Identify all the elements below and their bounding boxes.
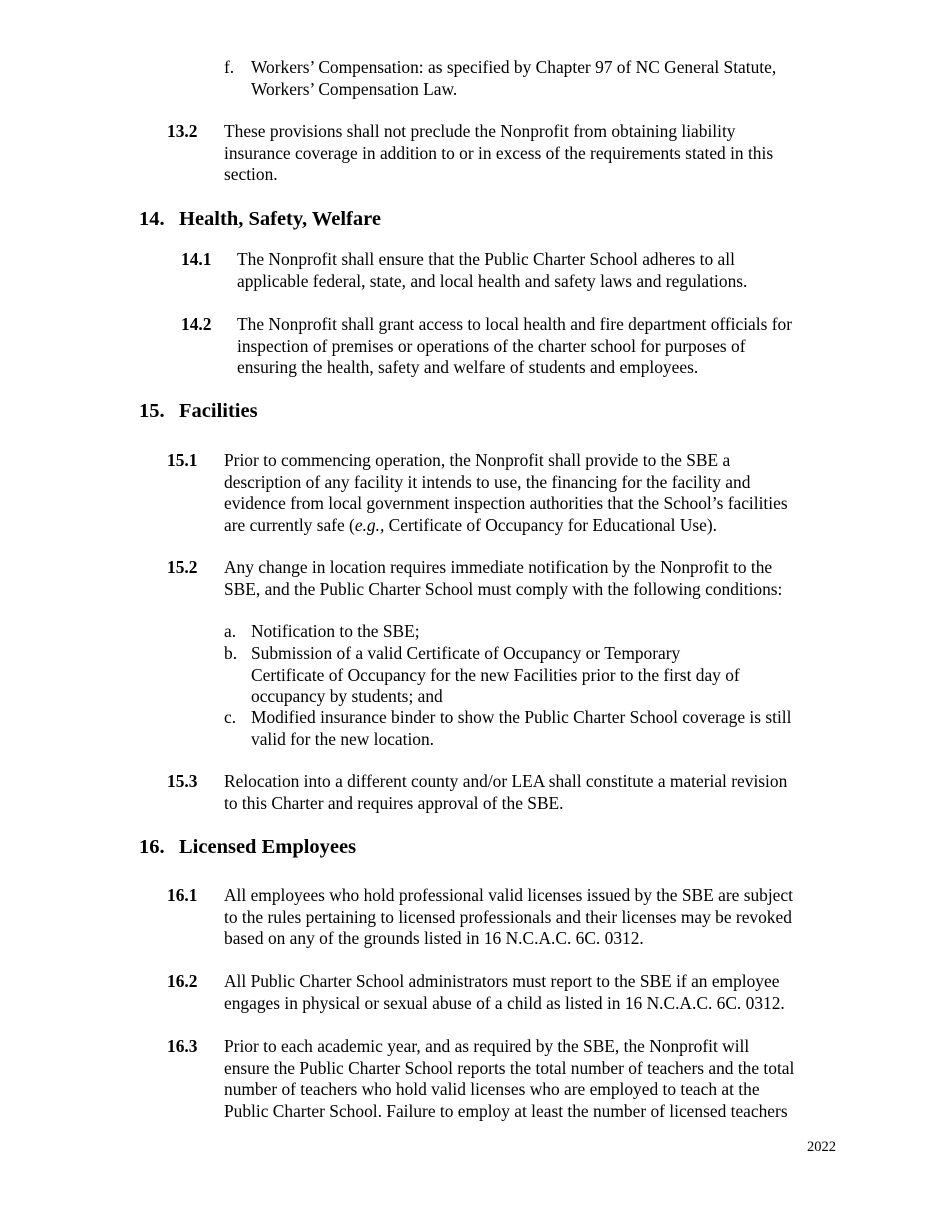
list-item-b: Submission of a valid Certificate of Occupancy or Temporary Certificate of Occupancy for the new Facilities prior to the first day of occupancy by students; and [251, 643, 740, 707]
list-letter: b. [224, 643, 238, 663]
section-16-1-text: All employees who hold professional valid licenses issued by the SBE are subject to the rules pertaining to licensed professionals and their licenses may be revoked based on any of the grounds listed in 16 N.C.A.C. 6C. 0312. [224, 885, 793, 949]
list-item-a: Notification to the SBE; [251, 621, 420, 641]
section-heading-16: 16. Licensed Employees [139, 836, 357, 858]
section-14-1-text: The Nonprofit shall ensure that the Public Charter School adheres to all applicable federal, state, and local health and safety laws and regulations. [237, 249, 748, 291]
list-letter: f. [224, 57, 235, 77]
section-number: 14.1 [181, 249, 212, 269]
list-item-f: Workers’ Compensation: as specified by Chapter 97 of NC General Statute, Workers’ Compensation Law. [251, 57, 777, 99]
list-letter: c. [224, 707, 237, 727]
section-15-2-text: Any change in location requires immediate notification by the Nonprofit to the SBE, and the Public Charter School must comply with the following conditions: [224, 557, 783, 599]
section-number: 16.2 [167, 971, 198, 991]
section-16-2-text: All Public Charter School administrators must report to the SBE if an employee engages in physical or sexual abuse of a child as listed in 16 N.C.A.C. 6C. 0312. [224, 971, 785, 1013]
list-item-c: Modified insurance binder to show the Public Charter School coverage is still valid for the new location. [251, 707, 792, 749]
section-14-2-text: The Nonprofit shall grant access to local health and fire department officials for inspection of premises or operations of the charter school for purposes of ensuring the health, safety and welfare of students and employees. [237, 314, 793, 378]
page-footer-year: 2022 [807, 1139, 836, 1155]
section-number: 16.3 [167, 1036, 198, 1056]
list-letter: a. [224, 621, 237, 641]
section-number: 16.1 [167, 885, 198, 905]
section-16-3-text: Prior to each academic year, and as required by the SBE, the Nonprofit will ensure the Public Charter School reports the total number of teachers and the total number of teachers who hold valid licenses who are employed to teach at the Public Charter School. Failure to employ at least the number of licensed teachers [224, 1036, 795, 1121]
section-15-1-text: Prior to commencing operation, the Nonprofit shall provide to the SBE a description of any facility it intends to use, the financing for the facility and evidence from local government inspection authorities that the School’s facilities are currently safe (e.g., Certificate of Occupancy for Educational Use). [224, 450, 788, 535]
section-13-2-text: These provisions shall not preclude the Nonprofit from obtaining liability insurance coverage in addition to or in excess of the requirements stated in this section. [224, 121, 774, 185]
section-15-3-text: Relocation into a different county and/or LEA shall constitute a material revision to this Charter and requires approval of the SBE. [224, 771, 788, 813]
section-number: 14.2 [181, 314, 212, 334]
section-number: 15.1 [167, 450, 198, 470]
section-number: 13.2 [167, 121, 198, 141]
section-number: 15.3 [167, 771, 198, 791]
section-heading-14: 14. Health, Safety, Welfare [139, 208, 381, 230]
section-heading-15: 15. Facilities [139, 400, 258, 422]
section-number: 15.2 [167, 557, 198, 577]
